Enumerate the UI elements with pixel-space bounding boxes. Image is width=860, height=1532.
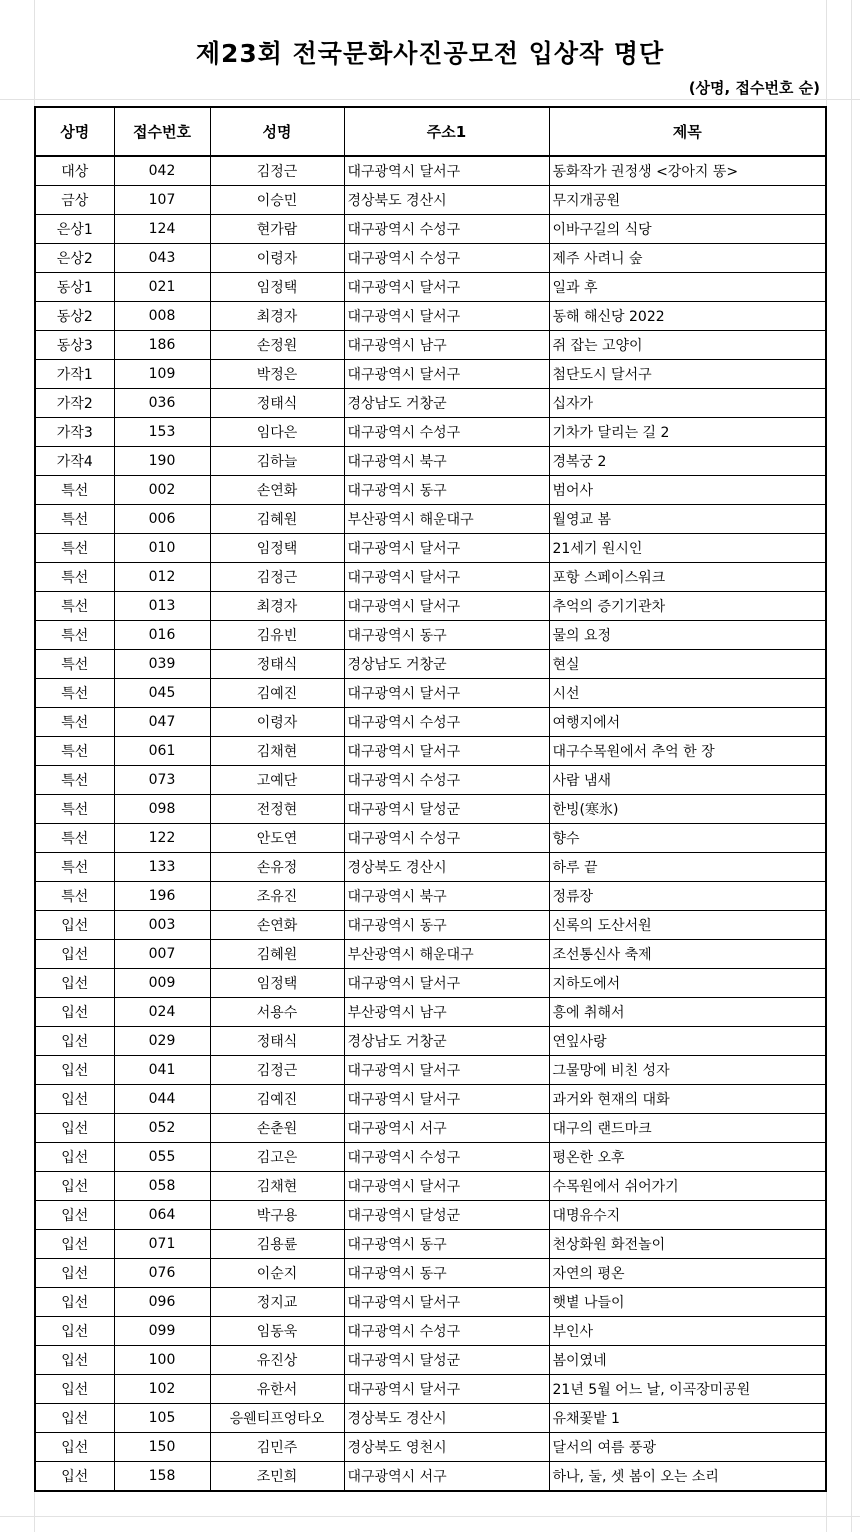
- cell-award: 동상2: [35, 302, 114, 331]
- cell-name: 유진상: [210, 1346, 344, 1375]
- table-row: [35, 911, 826, 940]
- cell-award: 특선: [35, 592, 114, 621]
- cell-title: 천상화원 화전놀이: [549, 1230, 826, 1259]
- cell-address: 대구광역시 달서구: [344, 1172, 549, 1201]
- table-row: [35, 1027, 826, 1056]
- header-award: 상명: [35, 107, 114, 156]
- cell-address: 대구광역시 수성구: [344, 1317, 549, 1346]
- cell-address: 대구광역시 서구: [344, 1462, 549, 1492]
- cell-entry-number: 055: [114, 1143, 210, 1172]
- cell-name: 전정현: [210, 795, 344, 824]
- table-row: [35, 534, 826, 563]
- header-title: 제목: [549, 107, 826, 156]
- cell-name: 임정택: [210, 273, 344, 302]
- award-list-table: [34, 106, 827, 1492]
- cell-name: 안도연: [210, 824, 344, 853]
- table-row: [35, 1375, 826, 1404]
- cell-award: 입선: [35, 1172, 114, 1201]
- table-header-row: [35, 107, 826, 156]
- cell-award: 은상2: [35, 244, 114, 273]
- cell-name: 최경자: [210, 592, 344, 621]
- table-row: [35, 969, 826, 998]
- cell-name: 김혜원: [210, 505, 344, 534]
- table-row: [35, 940, 826, 969]
- cell-name: 정태식: [210, 389, 344, 418]
- cell-name: 김정근: [210, 1056, 344, 1085]
- cell-address: 대구광역시 달서구: [344, 1085, 549, 1114]
- table-row: [35, 389, 826, 418]
- cell-entry-number: 064: [114, 1201, 210, 1230]
- cell-award: 특선: [35, 621, 114, 650]
- cell-title: 자연의 평온: [549, 1259, 826, 1288]
- cell-entry-number: 002: [114, 476, 210, 505]
- table-row: [35, 882, 826, 911]
- cell-title: 추억의 증기기관차: [549, 592, 826, 621]
- cell-name: 손유정: [210, 853, 344, 882]
- cell-award: 입선: [35, 1404, 114, 1433]
- cell-award: 가작2: [35, 389, 114, 418]
- table-row: [35, 505, 826, 534]
- cell-award: 특선: [35, 534, 114, 563]
- cell-award: 입선: [35, 1288, 114, 1317]
- cell-title: 동해 해신당 2022: [549, 302, 826, 331]
- cell-address: 대구광역시 수성구: [344, 766, 549, 795]
- table-row: [35, 244, 826, 273]
- cell-title: 경복궁 2: [549, 447, 826, 476]
- cell-address: 대구광역시 달서구: [344, 592, 549, 621]
- table-row: [35, 1085, 826, 1114]
- cell-title: 지하도에서: [549, 969, 826, 998]
- cell-title: 십자가: [549, 389, 826, 418]
- cell-entry-number: 029: [114, 1027, 210, 1056]
- spreadsheet-gridline: [0, 99, 860, 100]
- cell-name: 서용수: [210, 998, 344, 1027]
- cell-award: 입선: [35, 1114, 114, 1143]
- cell-entry-number: 003: [114, 911, 210, 940]
- cell-title: 대명유수지: [549, 1201, 826, 1230]
- cell-title: 햇볕 나들이: [549, 1288, 826, 1317]
- cell-address: 대구광역시 달서구: [344, 1288, 549, 1317]
- cell-award: 특선: [35, 766, 114, 795]
- sort-note: (상명, 접수번호 순): [688, 79, 820, 97]
- cell-title: 과거와 현재의 대화: [549, 1085, 826, 1114]
- cell-address: 경상남도 거창군: [344, 389, 549, 418]
- cell-award: 특선: [35, 708, 114, 737]
- cell-award: 동상3: [35, 331, 114, 360]
- cell-title: 봄이였네: [549, 1346, 826, 1375]
- cell-entry-number: 133: [114, 853, 210, 882]
- cell-entry-number: 036: [114, 389, 210, 418]
- cell-award: 입선: [35, 1433, 114, 1462]
- cell-address: 대구광역시 동구: [344, 621, 549, 650]
- table-row: [35, 331, 826, 360]
- cell-title: 현실: [549, 650, 826, 679]
- cell-name: 김유빈: [210, 621, 344, 650]
- cell-title: 정류장: [549, 882, 826, 911]
- table-row: [35, 1143, 826, 1172]
- cell-address: 대구광역시 달서구: [344, 679, 549, 708]
- cell-address: 대구광역시 달서구: [344, 1056, 549, 1085]
- cell-entry-number: 107: [114, 186, 210, 215]
- cell-name: 김혜원: [210, 940, 344, 969]
- cell-title: 물의 요정: [549, 621, 826, 650]
- table-row: [35, 215, 826, 244]
- cell-name: 김정근: [210, 156, 344, 186]
- cell-award: 입선: [35, 1027, 114, 1056]
- cell-title: 수목원에서 쉬어가기: [549, 1172, 826, 1201]
- cell-title: 범어사: [549, 476, 826, 505]
- cell-name: 임정택: [210, 534, 344, 563]
- cell-address: 경상북도 영천시: [344, 1433, 549, 1462]
- cell-award: 입선: [35, 911, 114, 940]
- cell-address: 부산광역시 해운대구: [344, 505, 549, 534]
- cell-name: 김민주: [210, 1433, 344, 1462]
- cell-title: 대구의 랜드마크: [549, 1114, 826, 1143]
- cell-address: 대구광역시 수성구: [344, 244, 549, 273]
- table-row: [35, 156, 826, 186]
- cell-title: 21년 5월 어느 날, 이곡장미공원: [549, 1375, 826, 1404]
- cell-name: 김용륜: [210, 1230, 344, 1259]
- cell-name: 조유진: [210, 882, 344, 911]
- cell-address: 대구광역시 동구: [344, 476, 549, 505]
- cell-name: 임정택: [210, 969, 344, 998]
- cell-title: 쥐 잡는 고양이: [549, 331, 826, 360]
- cell-title: 평온한 오후: [549, 1143, 826, 1172]
- cell-entry-number: 047: [114, 708, 210, 737]
- cell-title: 시선: [549, 679, 826, 708]
- cell-entry-number: 024: [114, 998, 210, 1027]
- cell-award: 입선: [35, 1201, 114, 1230]
- cell-award: 특선: [35, 824, 114, 853]
- cell-entry-number: 153: [114, 418, 210, 447]
- cell-entry-number: 158: [114, 1462, 210, 1492]
- cell-entry-number: 098: [114, 795, 210, 824]
- table-row: [35, 563, 826, 592]
- cell-title: 향수: [549, 824, 826, 853]
- cell-entry-number: 150: [114, 1433, 210, 1462]
- cell-address: 대구광역시 수성구: [344, 215, 549, 244]
- cell-award: 입선: [35, 1259, 114, 1288]
- cell-title: 부인사: [549, 1317, 826, 1346]
- cell-entry-number: 039: [114, 650, 210, 679]
- cell-title: 연잎사랑: [549, 1027, 826, 1056]
- cell-entry-number: 007: [114, 940, 210, 969]
- cell-entry-number: 105: [114, 1404, 210, 1433]
- cell-name: 김채현: [210, 737, 344, 766]
- cell-entry-number: 058: [114, 1172, 210, 1201]
- cell-name: 김고은: [210, 1143, 344, 1172]
- cell-name: 정지교: [210, 1288, 344, 1317]
- cell-address: 대구광역시 수성구: [344, 708, 549, 737]
- cell-entry-number: 009: [114, 969, 210, 998]
- cell-award: 가작3: [35, 418, 114, 447]
- cell-award: 은상1: [35, 215, 114, 244]
- table-row: [35, 1259, 826, 1288]
- table-row: [35, 273, 826, 302]
- cell-address: 대구광역시 달서구: [344, 534, 549, 563]
- cell-name: 김예진: [210, 1085, 344, 1114]
- table-row: [35, 447, 826, 476]
- cell-title: 21세기 원시인: [549, 534, 826, 563]
- cell-award: 특선: [35, 476, 114, 505]
- cell-entry-number: 076: [114, 1259, 210, 1288]
- cell-name: 김정근: [210, 563, 344, 592]
- table-row: [35, 679, 826, 708]
- table-row: [35, 1317, 826, 1346]
- page-title: 제23회 전국문화사진공모전 입상작 명단: [195, 39, 665, 68]
- cell-award: 입선: [35, 1375, 114, 1404]
- cell-entry-number: 124: [114, 215, 210, 244]
- cell-award: 특선: [35, 853, 114, 882]
- cell-name: 이령자: [210, 244, 344, 273]
- cell-address: 대구광역시 달서구: [344, 273, 549, 302]
- cell-name: 조민희: [210, 1462, 344, 1492]
- cell-award: 입선: [35, 1462, 114, 1492]
- table-row: [35, 1346, 826, 1375]
- spreadsheet-gridline: [0, 1516, 860, 1517]
- cell-title: 사람 냄새: [549, 766, 826, 795]
- cell-title: 기차가 달리는 길 2: [549, 418, 826, 447]
- cell-address: 대구광역시 수성구: [344, 418, 549, 447]
- table-row: [35, 1288, 826, 1317]
- table-row: [35, 1056, 826, 1085]
- cell-entry-number: 196: [114, 882, 210, 911]
- cell-entry-number: 061: [114, 737, 210, 766]
- table-row: [35, 186, 826, 215]
- cell-title: 신록의 도산서원: [549, 911, 826, 940]
- cell-entry-number: 122: [114, 824, 210, 853]
- cell-title: 조선통신사 축제: [549, 940, 826, 969]
- cell-name: 현가람: [210, 215, 344, 244]
- cell-address: 대구광역시 북구: [344, 882, 549, 911]
- cell-entry-number: 071: [114, 1230, 210, 1259]
- cell-entry-number: 096: [114, 1288, 210, 1317]
- cell-address: 경상남도 거창군: [344, 650, 549, 679]
- cell-entry-number: 100: [114, 1346, 210, 1375]
- cell-entry-number: 102: [114, 1375, 210, 1404]
- cell-title: 그물망에 비친 성자: [549, 1056, 826, 1085]
- cell-title: 하루 끝: [549, 853, 826, 882]
- cell-address: 대구광역시 동구: [344, 1230, 549, 1259]
- cell-title: 일과 후: [549, 273, 826, 302]
- cell-entry-number: 099: [114, 1317, 210, 1346]
- cell-name: 임동욱: [210, 1317, 344, 1346]
- table-row: [35, 766, 826, 795]
- cell-title: 한빙(寒氷): [549, 795, 826, 824]
- cell-title: 달서의 여름 풍광: [549, 1433, 826, 1462]
- cell-title: 동화작가 권정생 <강아지 똥>: [549, 156, 826, 186]
- cell-address: 대구광역시 달성군: [344, 1346, 549, 1375]
- cell-entry-number: 008: [114, 302, 210, 331]
- cell-name: 손연화: [210, 476, 344, 505]
- table-row: [35, 737, 826, 766]
- cell-name: 박정은: [210, 360, 344, 389]
- cell-award: 입선: [35, 1346, 114, 1375]
- cell-award: 입선: [35, 998, 114, 1027]
- cell-award: 입선: [35, 1317, 114, 1346]
- table-row: [35, 360, 826, 389]
- cell-title: 포항 스페이스워크: [549, 563, 826, 592]
- cell-award: 금상: [35, 186, 114, 215]
- cell-entry-number: 021: [114, 273, 210, 302]
- table-row: [35, 418, 826, 447]
- cell-entry-number: 186: [114, 331, 210, 360]
- cell-entry-number: 042: [114, 156, 210, 186]
- cell-entry-number: 006: [114, 505, 210, 534]
- cell-address: 대구광역시 서구: [344, 1114, 549, 1143]
- table-row: [35, 1404, 826, 1433]
- table-row: [35, 998, 826, 1027]
- cell-award: 특선: [35, 737, 114, 766]
- cell-award: 대상: [35, 156, 114, 186]
- table-row: [35, 1201, 826, 1230]
- cell-name: 임다은: [210, 418, 344, 447]
- cell-address: 대구광역시 달서구: [344, 360, 549, 389]
- cell-award: 가작4: [35, 447, 114, 476]
- table-row: [35, 853, 826, 882]
- cell-name: 최경자: [210, 302, 344, 331]
- cell-award: 입선: [35, 969, 114, 998]
- cell-address: 대구광역시 북구: [344, 447, 549, 476]
- cell-name: 이승민: [210, 186, 344, 215]
- cell-title: 무지개공원: [549, 186, 826, 215]
- cell-title: 제주 사려니 숲: [549, 244, 826, 273]
- cell-title: 이바구길의 식당: [549, 215, 826, 244]
- table-row: [35, 1114, 826, 1143]
- cell-name: 김하늘: [210, 447, 344, 476]
- cell-entry-number: 016: [114, 621, 210, 650]
- cell-name: 이령자: [210, 708, 344, 737]
- header-address: 주소1: [344, 107, 549, 156]
- cell-award: 특선: [35, 650, 114, 679]
- header-entry-number: 접수번호: [114, 107, 210, 156]
- cell-title: 여행지에서: [549, 708, 826, 737]
- cell-name: 고예단: [210, 766, 344, 795]
- cell-address: 대구광역시 동구: [344, 1259, 549, 1288]
- cell-address: 대구광역시 달서구: [344, 156, 549, 186]
- cell-address: 경상남도 거창군: [344, 1027, 549, 1056]
- cell-entry-number: 043: [114, 244, 210, 273]
- cell-entry-number: 041: [114, 1056, 210, 1085]
- table-row: [35, 1172, 826, 1201]
- cell-entry-number: 190: [114, 447, 210, 476]
- cell-address: 경상북도 경산시: [344, 853, 549, 882]
- cell-address: 대구광역시 달서구: [344, 1375, 549, 1404]
- cell-award: 특선: [35, 563, 114, 592]
- cell-name: 손연화: [210, 911, 344, 940]
- cell-title: 대구수목원에서 추억 한 장: [549, 737, 826, 766]
- cell-address: 경상북도 경산시: [344, 186, 549, 215]
- cell-award: 가작1: [35, 360, 114, 389]
- table-row: [35, 621, 826, 650]
- cell-address: 대구광역시 수성구: [344, 1143, 549, 1172]
- cell-award: 입선: [35, 1230, 114, 1259]
- cell-award: 특선: [35, 882, 114, 911]
- cell-address: 대구광역시 달서구: [344, 302, 549, 331]
- cell-award: 특선: [35, 795, 114, 824]
- cell-address: 부산광역시 남구: [344, 998, 549, 1027]
- cell-address: 경상북도 경산시: [344, 1404, 549, 1433]
- cell-address: 대구광역시 달성군: [344, 795, 549, 824]
- cell-name: 손정원: [210, 331, 344, 360]
- cell-name: 박구용: [210, 1201, 344, 1230]
- table-row: [35, 476, 826, 505]
- cell-award: 입선: [35, 1085, 114, 1114]
- table-row: [35, 1230, 826, 1259]
- cell-title: 첨단도시 달서구: [549, 360, 826, 389]
- cell-award: 특선: [35, 679, 114, 708]
- cell-title: 유채꽃밭 1: [549, 1404, 826, 1433]
- cell-entry-number: 044: [114, 1085, 210, 1114]
- cell-address: 대구광역시 수성구: [344, 824, 549, 853]
- cell-name: 손춘원: [210, 1114, 344, 1143]
- table-row: [35, 592, 826, 621]
- cell-entry-number: 073: [114, 766, 210, 795]
- cell-address: 대구광역시 달서구: [344, 563, 549, 592]
- table-row: [35, 1433, 826, 1462]
- table-row: [35, 302, 826, 331]
- cell-entry-number: 109: [114, 360, 210, 389]
- cell-name: 김채현: [210, 1172, 344, 1201]
- cell-award: 특선: [35, 505, 114, 534]
- cell-title: 하나, 둘, 셋 봄이 오는 소리: [549, 1462, 826, 1492]
- table-row: [35, 708, 826, 737]
- cell-name: 정태식: [210, 1027, 344, 1056]
- cell-name: 응웬티프엉타오: [210, 1404, 344, 1433]
- cell-entry-number: 013: [114, 592, 210, 621]
- cell-award: 입선: [35, 1143, 114, 1172]
- cell-award: 입선: [35, 940, 114, 969]
- cell-entry-number: 052: [114, 1114, 210, 1143]
- cell-entry-number: 045: [114, 679, 210, 708]
- cell-address: 대구광역시 달서구: [344, 969, 549, 998]
- table-row: [35, 795, 826, 824]
- cell-name: 김예진: [210, 679, 344, 708]
- cell-entry-number: 010: [114, 534, 210, 563]
- table-row: [35, 1462, 826, 1492]
- cell-name: 정태식: [210, 650, 344, 679]
- header-name: 성명: [210, 107, 344, 156]
- cell-name: 이순지: [210, 1259, 344, 1288]
- cell-name: 유한서: [210, 1375, 344, 1404]
- cell-award: 동상1: [35, 273, 114, 302]
- cell-address: 부산광역시 해운대구: [344, 940, 549, 969]
- table-row: [35, 824, 826, 853]
- cell-address: 대구광역시 동구: [344, 911, 549, 940]
- table-row: [35, 650, 826, 679]
- cell-entry-number: 012: [114, 563, 210, 592]
- spreadsheet-gridline: [851, 0, 852, 1532]
- cell-title: 월영교 봄: [549, 505, 826, 534]
- cell-title: 흥에 취해서: [549, 998, 826, 1027]
- cell-address: 대구광역시 달서구: [344, 737, 549, 766]
- cell-award: 입선: [35, 1056, 114, 1085]
- cell-address: 대구광역시 남구: [344, 331, 549, 360]
- cell-address: 대구광역시 달성군: [344, 1201, 549, 1230]
